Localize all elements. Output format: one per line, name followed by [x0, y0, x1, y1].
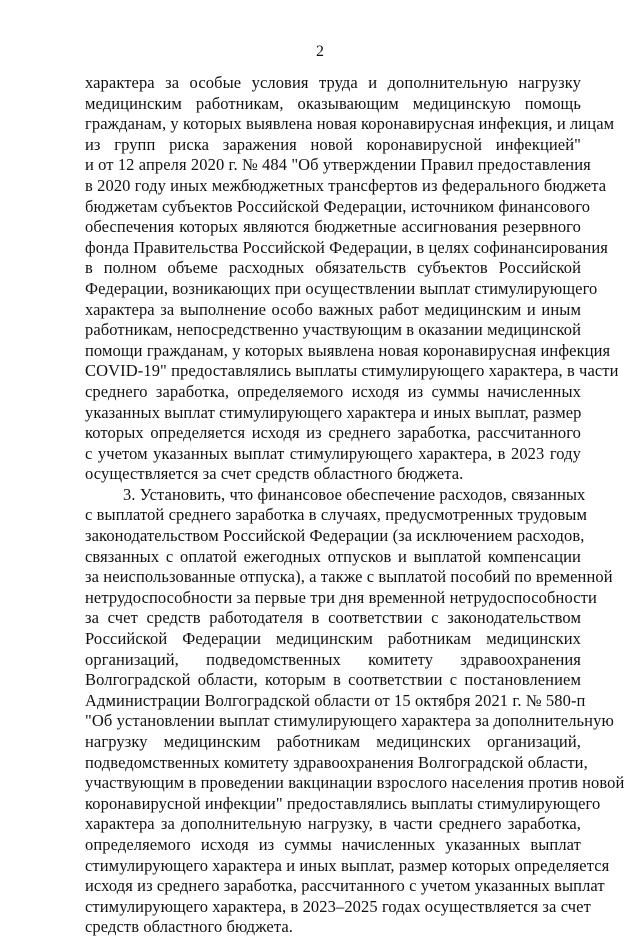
page-number: 2: [316, 43, 324, 60]
text-line: характера за выполнение особо важных работ медицинским и иным: [85, 299, 581, 319]
text-line: с выплатой среднего заработка в случаях, предусмотренных трудовым: [85, 505, 587, 525]
text-line: стимулирующего характера, в 2023–2025 годах осуществляется за счет: [85, 896, 591, 916]
document-body: [85, 73, 625, 938]
text-line: осуществляется за счет средств областного бюджета.: [85, 464, 464, 484]
text-line: обеспечения которых являются бюджетные ассигнования резервного: [85, 217, 581, 237]
text-line: которых определяется исходя из среднего заработка, рассчитанного: [85, 423, 581, 443]
text-line: исходя из среднего заработка, рассчитанного с учетом указанных выплат: [85, 876, 605, 896]
text-line: Волгоградской области, которым в соответствии с постановлением: [85, 670, 581, 690]
text-line: Российской Федерации медицинским работникам медицинских: [85, 629, 581, 649]
text-line: бюджетам субъектов Российской Федерации, источником финансового: [85, 196, 591, 216]
text-line: "Об установлении выплат стимулирующего характера за дополнительную: [85, 711, 614, 731]
text-line: нетрудоспособности за первые три дня временной нетрудоспособности: [85, 587, 597, 607]
text-line: стимулирующего характера и иных выплат, размер которых определяется: [85, 855, 610, 875]
text-line: фонда Правительства Российской Федерации, в целях софинансирования: [85, 237, 608, 257]
text-line: и от 12 апреля 2020 г. № 484 "Об утверждении Правил предоставления: [85, 155, 591, 175]
paragraph-clause-3: [85, 484, 625, 938]
text-line: из групп риска заражения новой коронавирусной инфекцией": [85, 134, 581, 154]
text-line: работникам, непосредственно участвующим в оказании медицинской: [85, 320, 582, 340]
text-line: нагрузку медицинским работникам медицинских организаций,: [85, 732, 581, 751]
text-line: за неиспользованные отпуска), а также с выплатой пособий по временной: [85, 567, 613, 587]
paragraph-continuation: [85, 73, 619, 485]
text-line: с учетом указанных выплат стимулирующего характера, в 2023 году: [85, 443, 581, 463]
text-line: медицинским работникам, оказывающим медицинскую помощь: [85, 93, 581, 113]
text-line: связанных с оплатой ежегодных отпусков и выплатой компенсации: [85, 546, 581, 566]
text-line: средств областного бюджета.: [85, 917, 294, 937]
text-line: среднего заработка, определяемого исходя из суммы начисленных: [85, 381, 581, 401]
text-line: подведомственных комитету здравоохранения Волгоградской области,: [85, 752, 588, 772]
text-line: в 2020 году иных межбюджетных трансфертов из федерального бюджета: [85, 175, 607, 195]
text-line: указанных выплат стимулирующего характера и иных выплат, размер: [85, 402, 582, 422]
text-line: помощи гражданам, у которых выявлена новая коронавирусная инфекция: [85, 340, 611, 360]
text-line: характера за дополнительную нагрузку, в части среднего заработка,: [85, 814, 581, 834]
text-line: COVID-19" предоставлялись выплаты стимулирующего характера, в части: [85, 361, 619, 381]
text-line: за счет средств работодателя в соответствии с законодательством: [85, 608, 581, 628]
text-line: организаций, подведомственных комитету здравоохранения: [85, 649, 581, 669]
text-line: 3. Установить, что финансовое обеспечение расходов, связанных: [123, 484, 586, 504]
text-line: в полном объеме расходных обязательств субъектов Российской: [85, 258, 581, 278]
text-line: участвующим в проведении вакцинации взрослого населения против новой: [85, 773, 625, 793]
text-line: законодательством Российской Федерации (за исключением расходов,: [85, 526, 585, 546]
text-line: характера за особые условия труда и дополнительную нагрузку: [85, 73, 581, 92]
text-line: Федерации, возникающих при осуществлении выплат стимулирующего: [85, 278, 598, 298]
text-line: определяемого исходя из суммы начисленных указанных выплат: [85, 834, 581, 854]
text-line: Администрации Волгоградской области от 15 октября 2021 г. № 580-п: [85, 690, 586, 710]
text-line: коронавирусной инфекции" предоставлялись выплаты стимулирующего: [85, 793, 601, 813]
text-line: гражданам, у которых выявлена новая коронавирусная инфекция, и лицам: [85, 114, 615, 134]
